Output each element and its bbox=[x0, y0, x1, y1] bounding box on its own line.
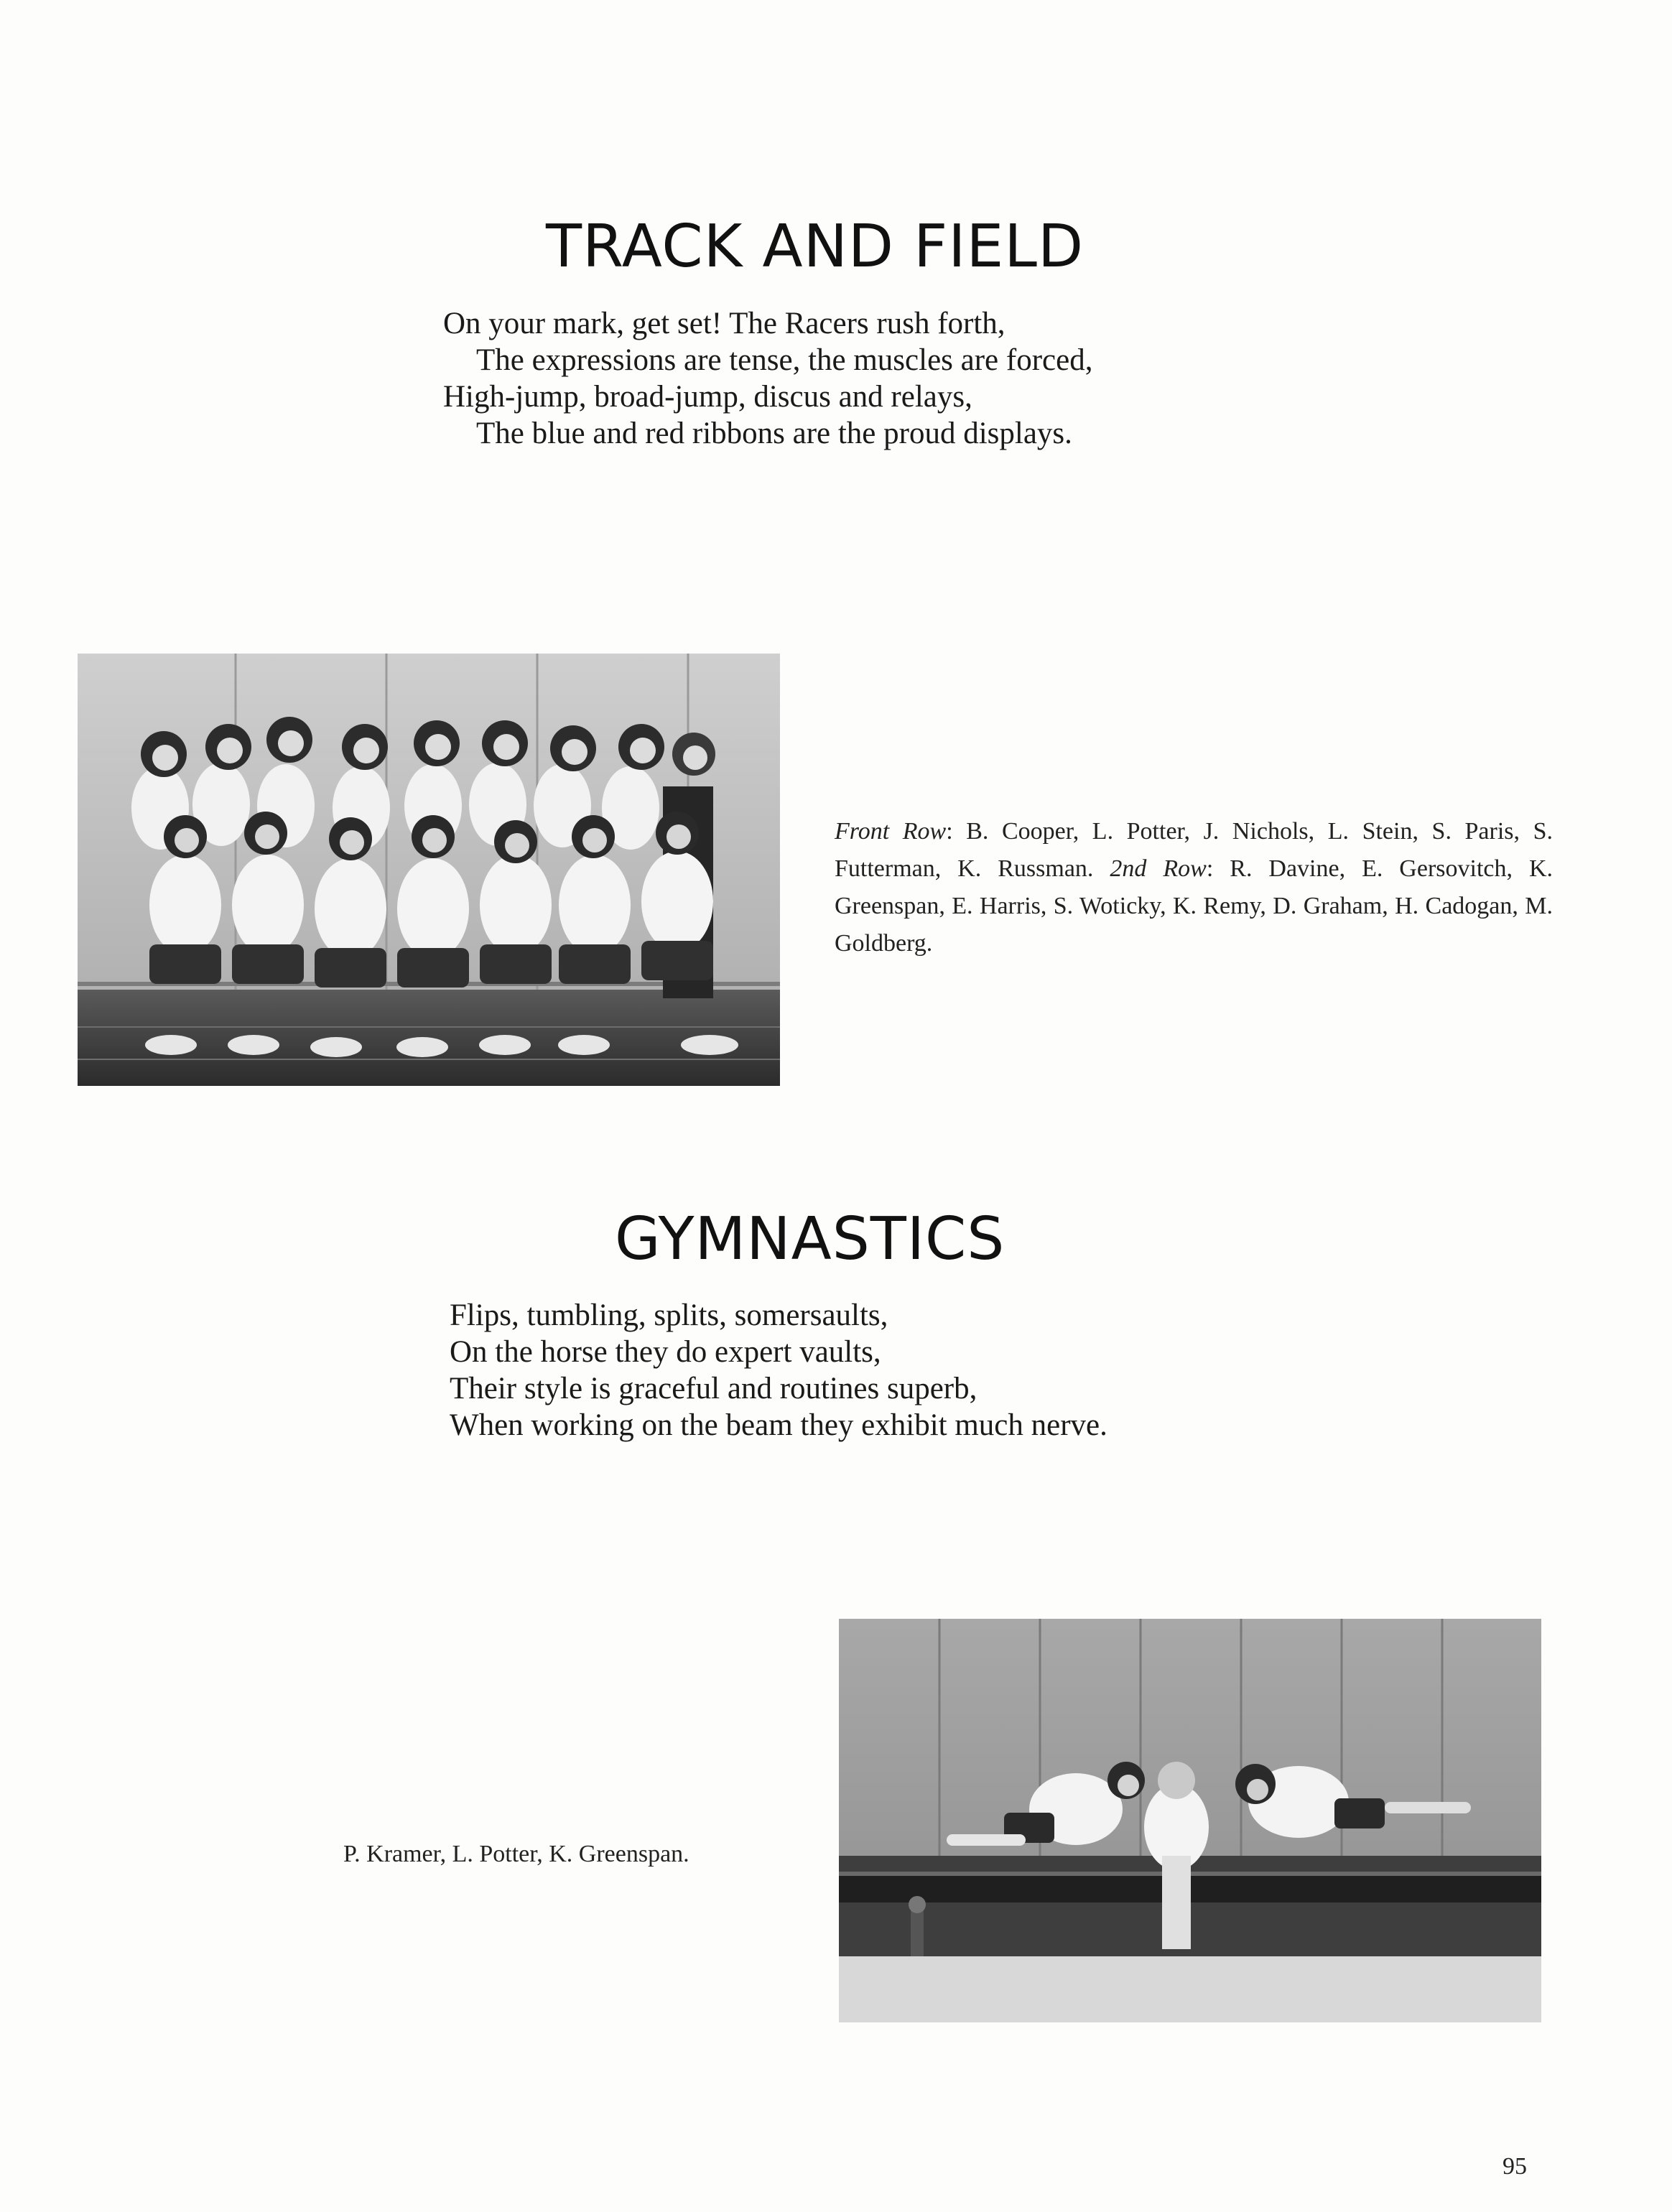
gymnastics-photo bbox=[839, 1619, 1541, 2022]
track-poem-line-1: On your mark, get set! The Racers rush forth, bbox=[443, 307, 1005, 340]
gymnastics-poem-line-3: Their style is graceful and routines superb, bbox=[450, 1372, 977, 1405]
gymnastics-caption: P. Kramer, L. Potter, K. Greenspan. bbox=[343, 1841, 689, 1867]
gymnastics-poem-line-2: On the horse they do expert vaults, bbox=[450, 1335, 881, 1369]
gymnastics-poem bbox=[450, 1297, 1107, 1444]
second-row-names: R. Davine, E. Gersovitch, K. Greenspan, E. Harris, S. Woticky, K. Remy, D. Graham, H. Cadogan, M. Goldberg. bbox=[835, 855, 1553, 957]
track-and-field-heading: TRACK AND FIELD bbox=[546, 213, 1085, 281]
track-team-photo-image bbox=[78, 654, 780, 1086]
front-row-label: Front Row bbox=[835, 818, 947, 845]
front-row-names: B. Cooper, L. Potter, J. Nichols, L. Stein, S. Paris, S. Futterman, K. Russman. bbox=[835, 818, 1553, 882]
page-number: 95 bbox=[1503, 2153, 1527, 2180]
gymnastics-heading: GYMNASTICS bbox=[615, 1205, 1005, 1273]
track-poem-line-3: High-jump, broad-jump, discus and relays, bbox=[443, 380, 972, 414]
track-poem-line-2: The expressions are tense, the muscles are forced, bbox=[476, 343, 1093, 377]
track-poem-line-4: The blue and red ribbons are the proud displays. bbox=[476, 417, 1072, 450]
second-row-label: 2nd Row bbox=[1110, 855, 1207, 882]
track-team-caption: Front Row: B. Cooper, L. Potter, J. Nichols, L. Stein, S. Paris, S. Futterman, K. Russman. 2nd Row: R. Davine, E. Gersovitch, K. Greenspan, E. Harris, S. Woticky, K. Remy, D. Graham, H. Cadogan, M. Goldberg. bbox=[835, 818, 1553, 957]
track-poem bbox=[443, 305, 1092, 452]
gymnastics-poem-line-4: When working on the beam they exhibit much nerve. bbox=[450, 1408, 1107, 1442]
gymnastics-photo-image bbox=[839, 1619, 1541, 2022]
gymnastics-poem-line-1: Flips, tumbling, splits, somersaults, bbox=[450, 1298, 888, 1332]
track-team-photo bbox=[78, 654, 780, 1086]
